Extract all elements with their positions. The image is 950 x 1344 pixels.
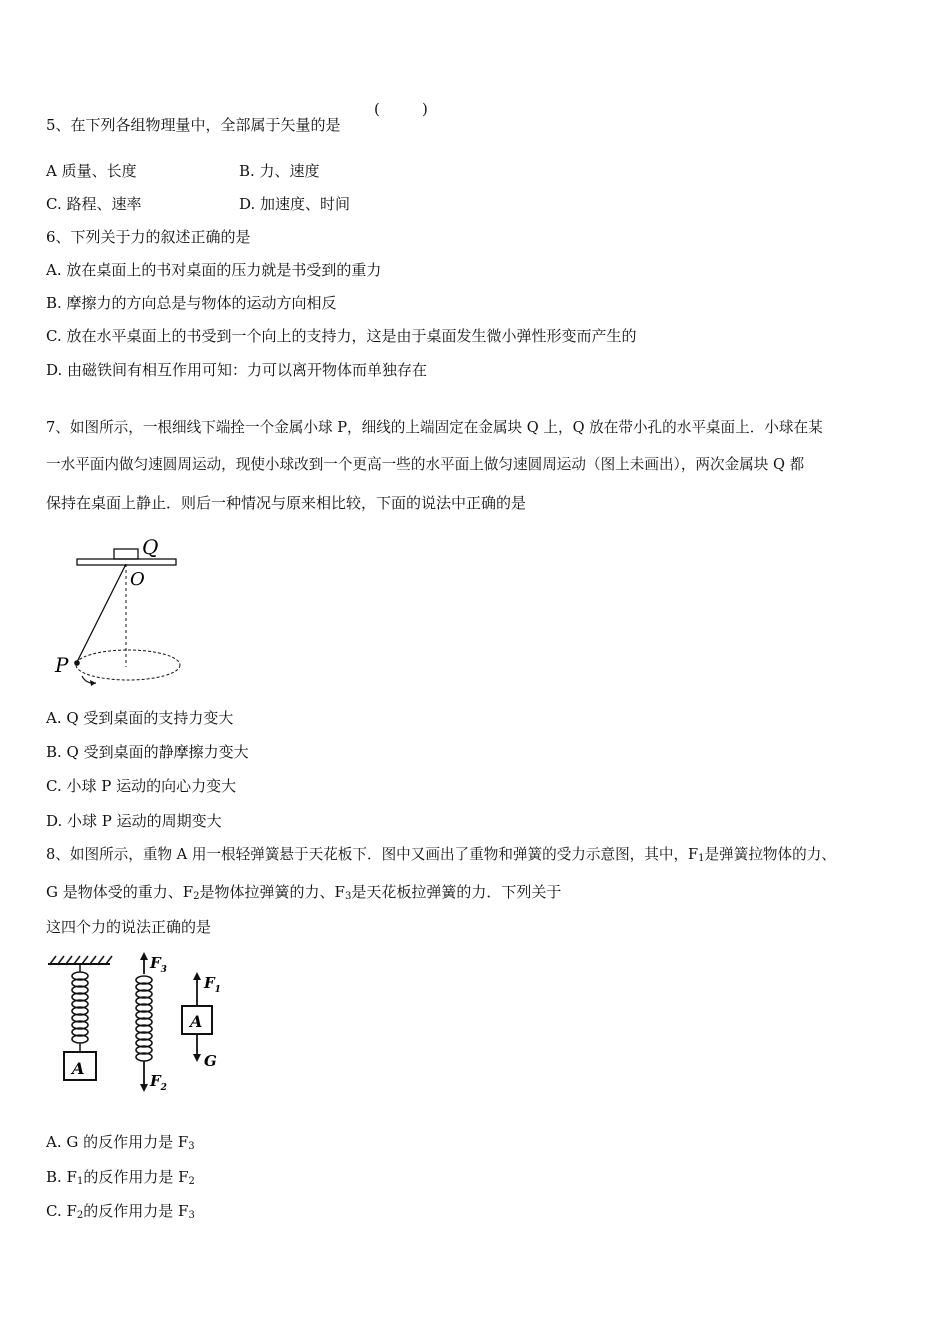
string <box>77 564 126 662</box>
q8-option-b-sub2: 2 <box>188 1176 195 1187</box>
q8-option-a-sub: 3 <box>188 1141 195 1152</box>
spring-1 <box>72 972 88 1043</box>
g-arrowhead <box>193 1054 201 1062</box>
q8-stem-line-1-a: 8、如图所示，重物 A 用一根轻弹簧悬于天花板下．图中又画出了重物和弹簧的受力示意图，其中，F <box>46 846 699 863</box>
label-g: G <box>204 1052 217 1070</box>
q8-option-b-pre: B. F <box>46 1168 77 1186</box>
q8-option-a <box>46 1132 195 1157</box>
ceiling-hatching <box>50 956 112 964</box>
label-block-a: A <box>72 1059 85 1078</box>
circular-path <box>76 650 180 680</box>
q5-stem: 5、在下列各组物理量中，全部属于矢量的是 <box>46 116 341 134</box>
q5-option-b: B. 力、速度 <box>239 162 320 180</box>
q7-stem-line-1: 7、如图所示，一根细线下端拴一个金属小球 P，细线的上端固定在金属块 Q 上，Q 放在带小孔的水平桌面上．小球在某 <box>46 419 823 436</box>
q8-stem-line-2-c: 是天花板拉弹簧的力．下列关于 <box>351 883 562 901</box>
q7-pendulum-figure <box>50 530 200 695</box>
ball-p <box>74 660 80 666</box>
q8-stem-line-2-sub2: 3 <box>344 891 352 902</box>
label-f2: $F_2$ <box>150 1072 167 1093</box>
q6-option-b: B. 摩擦力的方向总是与物体的运动方向相反 <box>46 294 337 312</box>
label-p: P <box>55 653 69 677</box>
f1-arrowhead <box>193 972 201 980</box>
q5-answer-paren-close: ) <box>422 100 428 118</box>
f3-arrowhead <box>140 952 148 960</box>
q8-option-c-mid: 的反作用力是 F <box>83 1202 189 1220</box>
q8-option-c-sub2: 3 <box>188 1210 195 1221</box>
q7-option-d: D. 小球 P 运动的周期变大 <box>46 812 222 830</box>
q5-answer-paren-open: ( <box>374 100 380 118</box>
q8-stem-line-2-b: 是物体拉弹簧的力、F <box>199 883 345 901</box>
spring-2 <box>136 976 152 1061</box>
q8-stem-line-1-sub: 1 <box>698 853 705 864</box>
q6-option-d: D. 由磁铁间有相互作用可知：力可以离开物体而单独存在 <box>46 361 428 379</box>
f2-arrowhead <box>140 1084 148 1092</box>
q8-spring-figure <box>44 950 244 1100</box>
q7-option-a: A. Q 受到桌面的支持力变大 <box>46 709 234 727</box>
q8-stem-line-2-sub1: 2 <box>193 891 200 902</box>
q8-option-b-mid: 的反作用力是 F <box>83 1168 189 1186</box>
label-o: O <box>130 569 145 590</box>
q7-option-b: B. Q 受到桌面的静摩擦力变大 <box>46 743 249 761</box>
q8-stem-line-1-b: 是弹簧拉物体的力、 <box>704 846 836 863</box>
q5-option-d: D. 加速度、时间 <box>239 195 351 213</box>
q8-option-c-sub: 2 <box>76 1210 84 1221</box>
q8-stem-line-1 <box>46 845 836 869</box>
q8-stem-line-2 <box>46 882 561 907</box>
label-f3: $F_3$ <box>150 954 167 975</box>
q8-stem-line-3: 这四个力的说法正确的是 <box>46 918 212 936</box>
q8-option-c-pre: C. F <box>46 1202 77 1220</box>
q7-stem-line-3: 保持在桌面上静止．则后一种情况与原来相比较，下面的说法中正确的是 <box>46 494 527 512</box>
q8-option-b <box>46 1167 195 1192</box>
q8-stem-line-2-a: G 是物体受的重力、F <box>46 883 194 901</box>
q5-option-c: C. 路程、速率 <box>46 195 142 213</box>
label-q: Q <box>142 535 159 559</box>
q8-option-c <box>46 1201 195 1226</box>
q8-option-b-sub: 1 <box>76 1176 84 1187</box>
q5-option-a: A 质量、长度 <box>46 162 137 180</box>
metal-block-q <box>114 549 138 559</box>
q7-stem-line-2: 一水平面内做匀速圆周运动，现使小球改到一个更高一些的水平面上做匀速圆周运动（图上未画出），两次金属块 Q 都 <box>46 456 805 473</box>
q6-option-a: A. 放在桌面上的书对桌面的压力就是书受到的重力 <box>46 261 382 279</box>
label-f1: $F_1$ <box>204 974 221 995</box>
motion-arrowhead <box>90 680 96 686</box>
q8-option-a-text: A. G 的反作用力是 F <box>46 1133 189 1151</box>
q7-option-c: C. 小球 P 运动的向心力变大 <box>46 777 237 795</box>
q6-option-c: C. 放在水平桌面上的书受到一个向上的支持力，这是由于桌面发生微小弹性形变而产生的 <box>46 327 637 345</box>
q6-stem: 6、下列关于力的叙述正确的是 <box>46 228 251 246</box>
label-block-a-free-body: A <box>190 1012 203 1031</box>
